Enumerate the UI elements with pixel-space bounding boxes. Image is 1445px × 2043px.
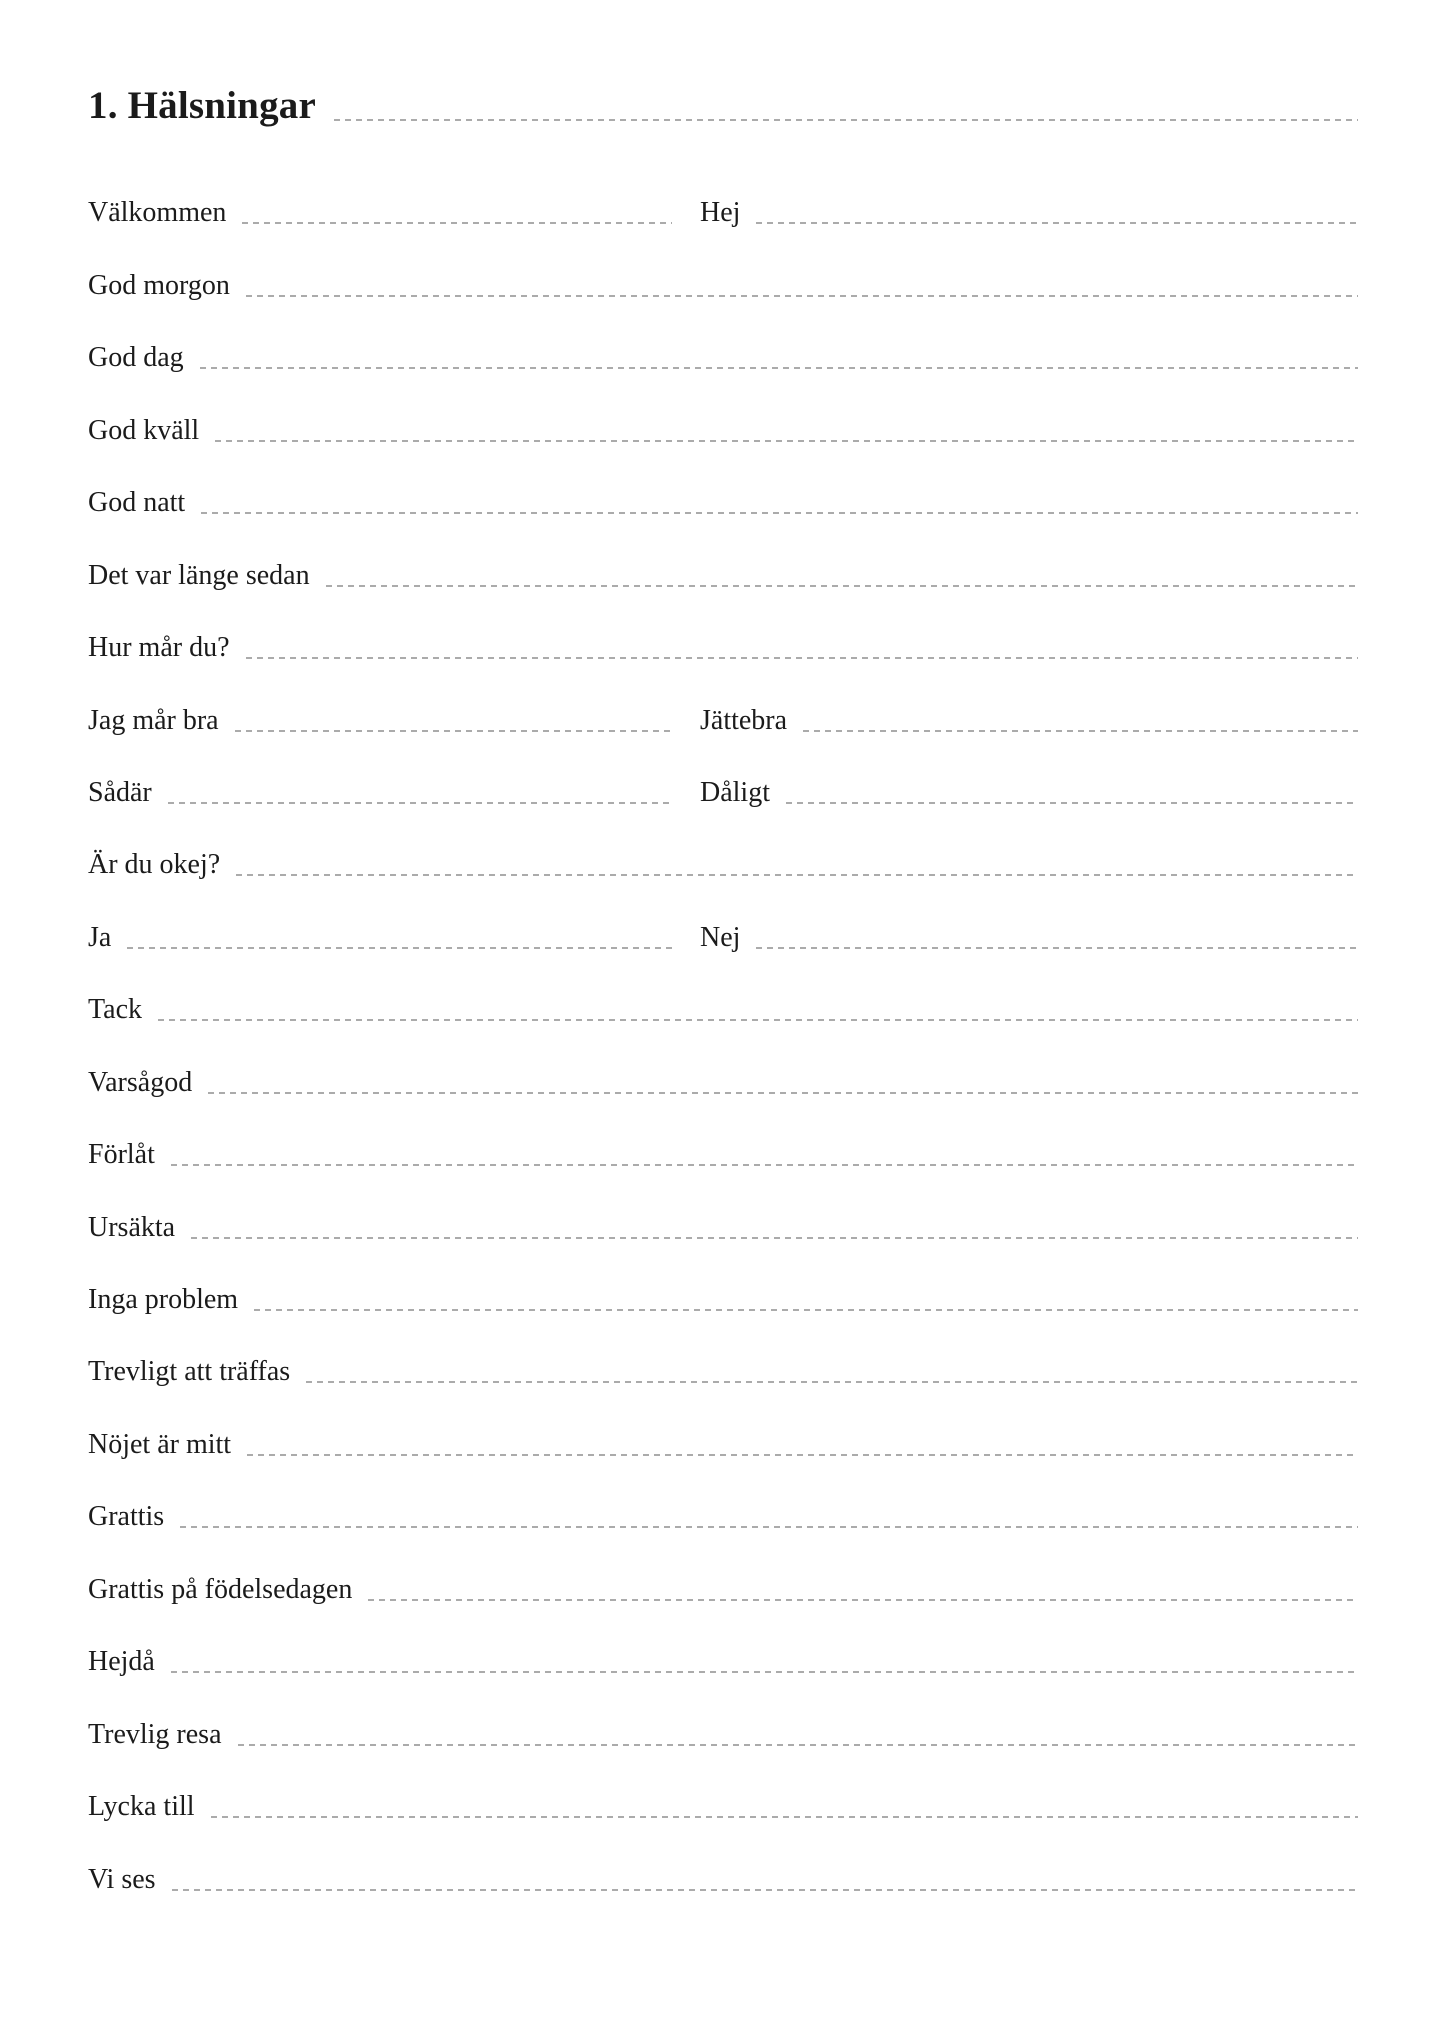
vocab-row [88,662,1358,734]
vocab-row [88,227,1358,299]
left-cell [88,1286,1358,1314]
left-cell [88,1428,1358,1460]
term-left: Lycka till [88,1791,195,1823]
vocab-row [88,1242,1358,1314]
writing-line [326,585,1358,587]
term-left: Är du okej? [88,849,221,881]
term-left: Jag mår bra [88,704,219,736]
term-left: Förlåt [88,1139,155,1171]
vocab-row [88,1024,1358,1096]
left-cell [88,559,1358,591]
term-left: Nöjet är mitt [88,1428,232,1460]
writing-line [368,1599,1358,1601]
vocab-row [88,1821,1358,1893]
vocab-row [88,517,1358,589]
term-left: Hur mår du? [88,632,230,664]
term-left: Grattis på födelsedagen [88,1573,353,1605]
term-left: Det var länge sedan [88,559,310,591]
term-left: Välkommen [88,197,227,229]
left-cell [88,1573,1358,1605]
vocab-row [88,445,1358,517]
left-cell [88,199,672,227]
vocab-row [88,1097,1358,1169]
writing-line [168,802,672,804]
term-left: Varsågod [88,1066,193,1098]
writing-line [246,657,1358,659]
writing-line [200,367,1358,369]
term-left: God natt [88,487,186,519]
term-left: Inga problem [88,1284,239,1315]
left-cell [88,921,672,953]
term-right: Nej [700,921,741,953]
term-left: Ursäkta [88,1211,176,1243]
left-cell [88,1793,1358,1821]
writing-line [208,1092,1358,1094]
writing-line [247,1454,1358,1456]
vocab-list [88,155,1358,1894]
writing-line [172,1889,1358,1891]
writing-line [171,1671,1358,1673]
writing-line [803,730,1358,732]
left-cell [88,1863,1358,1895]
left-cell [88,776,672,808]
term-left: Tack [88,994,143,1026]
right-cell [700,704,1358,736]
vocab-row [88,300,1358,372]
left-cell [88,269,1358,301]
writing-line [235,730,672,732]
vocab-row [88,1676,1358,1748]
left-cell [88,634,1358,662]
term-right: Hej [700,197,741,229]
writing-line [238,1744,1358,1746]
vocab-row [88,1531,1358,1603]
right-cell [700,921,1358,953]
vocab-row [88,1749,1358,1821]
left-cell [88,1718,1358,1750]
writing-line [236,874,1358,876]
term-left: Vi ses [88,1863,156,1895]
writing-line [211,1816,1358,1818]
term-left: Sådär [88,776,152,808]
writing-line [191,1237,1358,1239]
writing-line [756,947,1358,949]
left-cell [88,1141,1358,1169]
writing-line [246,295,1358,297]
term-left: Trevligt att träffas [88,1356,291,1388]
writing-line [171,1164,1358,1166]
vocab-row [88,1459,1358,1531]
vocab-row [88,879,1358,951]
term-left: Grattis [88,1501,165,1533]
writing-line [786,802,1358,804]
term-left: God morgon [88,269,230,301]
vocab-row [88,807,1358,879]
writing-line [180,1526,1358,1528]
left-cell [88,344,1358,372]
writing-line [215,440,1358,442]
writing-line [242,222,672,224]
term-right: Dåligt [700,776,770,808]
term-right: Jättebra [700,704,788,736]
left-cell [88,1503,1358,1531]
vocab-row [88,1604,1358,1676]
left-cell [88,1211,1358,1243]
vocab-row [88,952,1358,1024]
term-left: God kväll [88,414,200,446]
vocab-row [88,155,1358,227]
left-cell [88,1648,1358,1676]
title-dotted-line [334,119,1358,121]
term-left: Hejdå [88,1646,155,1678]
term-left: God dag [88,342,184,374]
writing-line [127,947,672,949]
vocab-row [88,1386,1358,1458]
right-cell [700,776,1358,808]
left-cell [88,1066,1358,1098]
section-header [88,0,1358,125]
vocab-row [88,372,1358,444]
vocab-row [88,590,1358,662]
left-cell [88,704,672,736]
writing-line [254,1309,1358,1311]
left-cell [88,851,1358,879]
vocab-row [88,1169,1358,1241]
writing-line [201,512,1358,514]
writing-line [158,1019,1358,1021]
left-cell [88,414,1358,446]
vocab-row [88,1314,1358,1386]
left-cell [88,996,1358,1024]
page-title: 1. Hälsningar [88,84,316,127]
vocab-row [88,735,1358,807]
term-left: Trevlig resa [88,1718,222,1750]
left-cell [88,1358,1358,1386]
right-cell [700,199,1358,227]
writing-line [756,222,1358,224]
left-cell [88,489,1358,517]
term-left: Ja [88,921,112,953]
writing-line [306,1381,1358,1383]
